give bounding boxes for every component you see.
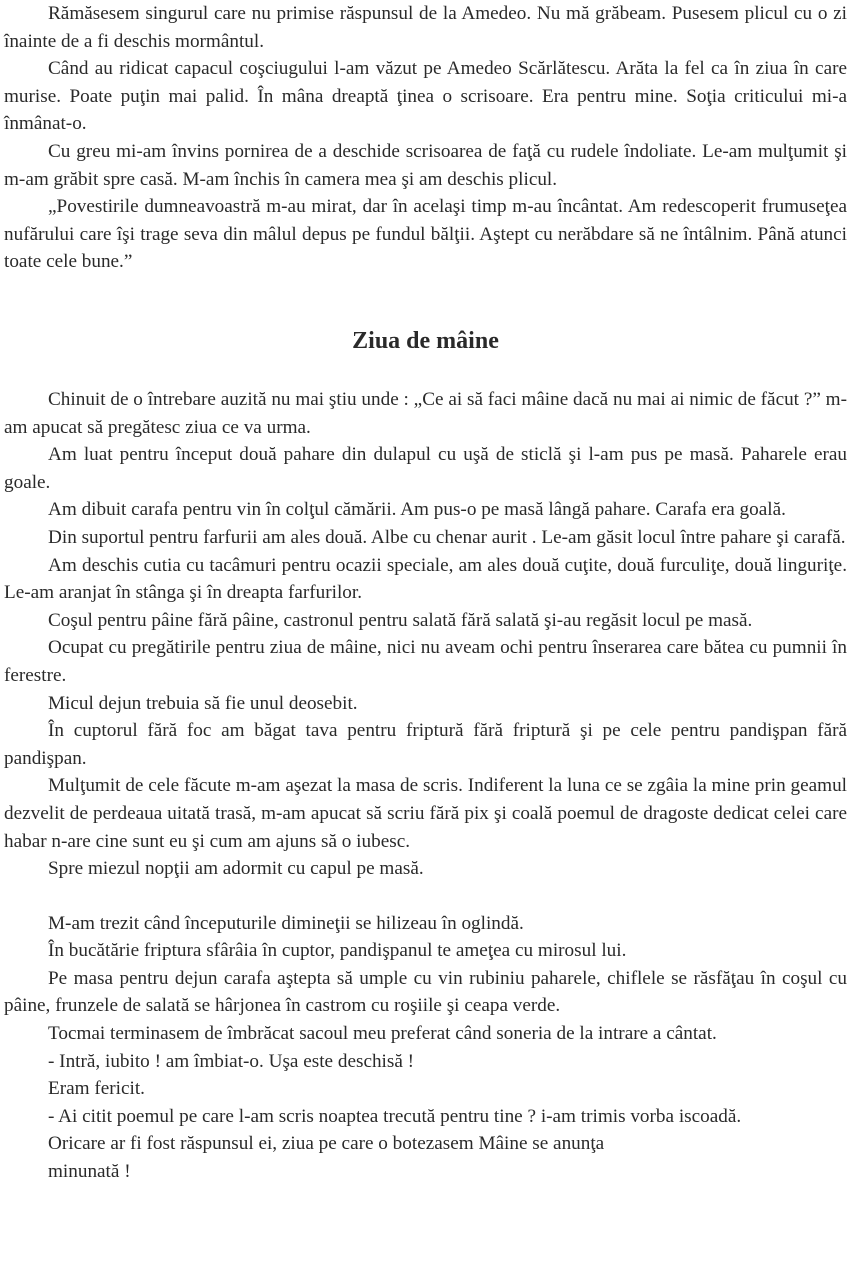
book-page — [4, 0, 847, 1183]
paragraph: Pe masa pentru dejun carafa aştepta să umple cu vin rubiniu paharele, chiflele se răsfăţau în coşul cu pâine, frunzele de salată se hârjonea în castrom cu roşiile şi ceapa verde. — [4, 967, 847, 1017]
quoted-letter-paragraph: „Povestirile dumneavoastră m-au mirat, dar în acelaşi timp m-au încântat. Am redescoperit frumuseţea nufărului care îşi trage seva din mâlul depus pe fundul bălţii. Aştept cu nerăbdare să ne întâlnim. Până atunci toate cele bune.” — [4, 196, 847, 273]
dialogue-line: - Ai citit poemul pe care l-am scris noaptea trecută pentru tine ? i-am trimis vorba iscoadă. — [48, 1105, 742, 1127]
paragraph: minunată ! — [48, 1161, 131, 1183]
paragraph: Am dibuit carafa pentru vin în colţul cămării. Am pus-o pe masă lângă pahare. Carafa era goală. — [48, 499, 786, 521]
paragraph: Coşul pentru pâine fără pâine, castronul pentru salată fără salată şi-au regăsit locul pe masă. — [48, 609, 753, 631]
paragraph: Eram fericit. — [48, 1078, 145, 1100]
paragraph: Rămăsesem singurul care nu primise răspunsul de la Amedeo. Nu mă grăbeam. Pusesem plicul cu o zi înainte de a fi deschis mormântul. — [4, 3, 847, 52]
paragraph: Din suportul pentru farfurii am ales două. Albe cu chenar aurit . Le-am găsit locul între pahare şi carafă. — [48, 526, 846, 548]
paragraph: Când au ridicat capacul coşciugului l-am văzut pe Amedeo Scărlătescu. Arăta la fel ca în ziua în care murise. Poate puţin mai palid. În mâna dreaptă ţinea o scrisoare. Era pentru mine. Soţia criticului mi-a înmânat-o. — [4, 58, 847, 135]
paragraph: Micul dejun trebuia să fie unul deosebit. — [48, 692, 358, 714]
section-break — [4, 883, 847, 910]
paragraph: M-am trezit când începuturile dimineţii se hilizeau în oglindă. — [48, 912, 524, 934]
previous-story-ending — [4, 0, 847, 276]
paragraph: Ocupat cu pregătirile pentru ziua de mâine, nici nu aveam ochi pentru înserarea care bătea cu pumnii în ferestre. — [4, 637, 847, 686]
paragraph: Spre miezul nopţii am adormit cu capul pe masă. — [48, 858, 424, 880]
paragraph: Tocmai terminasem de îmbrăcat sacoul meu preferat când soneria de la intrare a cântat. — [48, 1023, 717, 1045]
paragraph: În bucătărie friptura sfârâia în cuptor, pandişpanul te ameţea cu mirosul lui. — [48, 940, 627, 962]
paragraph: Am deschis cutia cu tacâmuri pentru ocazii speciale, am ales două cuţite, două furculiţe, două linguriţe. Le-am aranjat în stânga şi în dreapta farfurilor. — [4, 554, 847, 604]
paragraph: Oricare ar fi fost răspunsul ei, ziua pe care o botezasem Mâine se anunţa — [48, 1133, 605, 1155]
paragraph: Mulţumit de cele făcute m-am aşezat la masa de scris. Indiferent la luna ce se zgâia la mine prin geamul dezvelit de perdeaua uitată trasă, m-am apucat să scriu fără pix şi coală poemul de dragoste dedicat celei care habar n-are cine sunt eu şi cum am ajuns să o iubesc. — [4, 775, 847, 852]
paragraph: Am luat pentru început două pahare din dulapul cu uşă de sticlă şi l-am pus pe masă. Paharele erau goale. — [4, 444, 847, 493]
story-title: Ziua de mâine — [352, 328, 499, 354]
story-body — [4, 386, 847, 1186]
paragraph: Cu greu mi-am învins pornirea de a deschide scrisoarea de faţă cu rudele îndoliate. Le-am mulţumit şi m-am grăbit spre casă. M-am închis în camera mea şi am deschis plicul. — [4, 140, 847, 190]
paragraph: În cuptorul fără foc am băgat tava pentru friptură fără friptură şi pe cele pentru pandişpan fără pandişpan. — [4, 720, 847, 769]
paragraph: Chinuit de o întrebare auzită nu mai ştiu unde : „Ce ai să faci mâine dacă nu mai ai nimic de făcut ?” m-am apucat să pregătesc ziua ce va urma. — [4, 389, 847, 438]
dialogue-line: - Intră, iubito ! am îmbiat-o. Uşa este deschisă ! — [48, 1050, 415, 1072]
